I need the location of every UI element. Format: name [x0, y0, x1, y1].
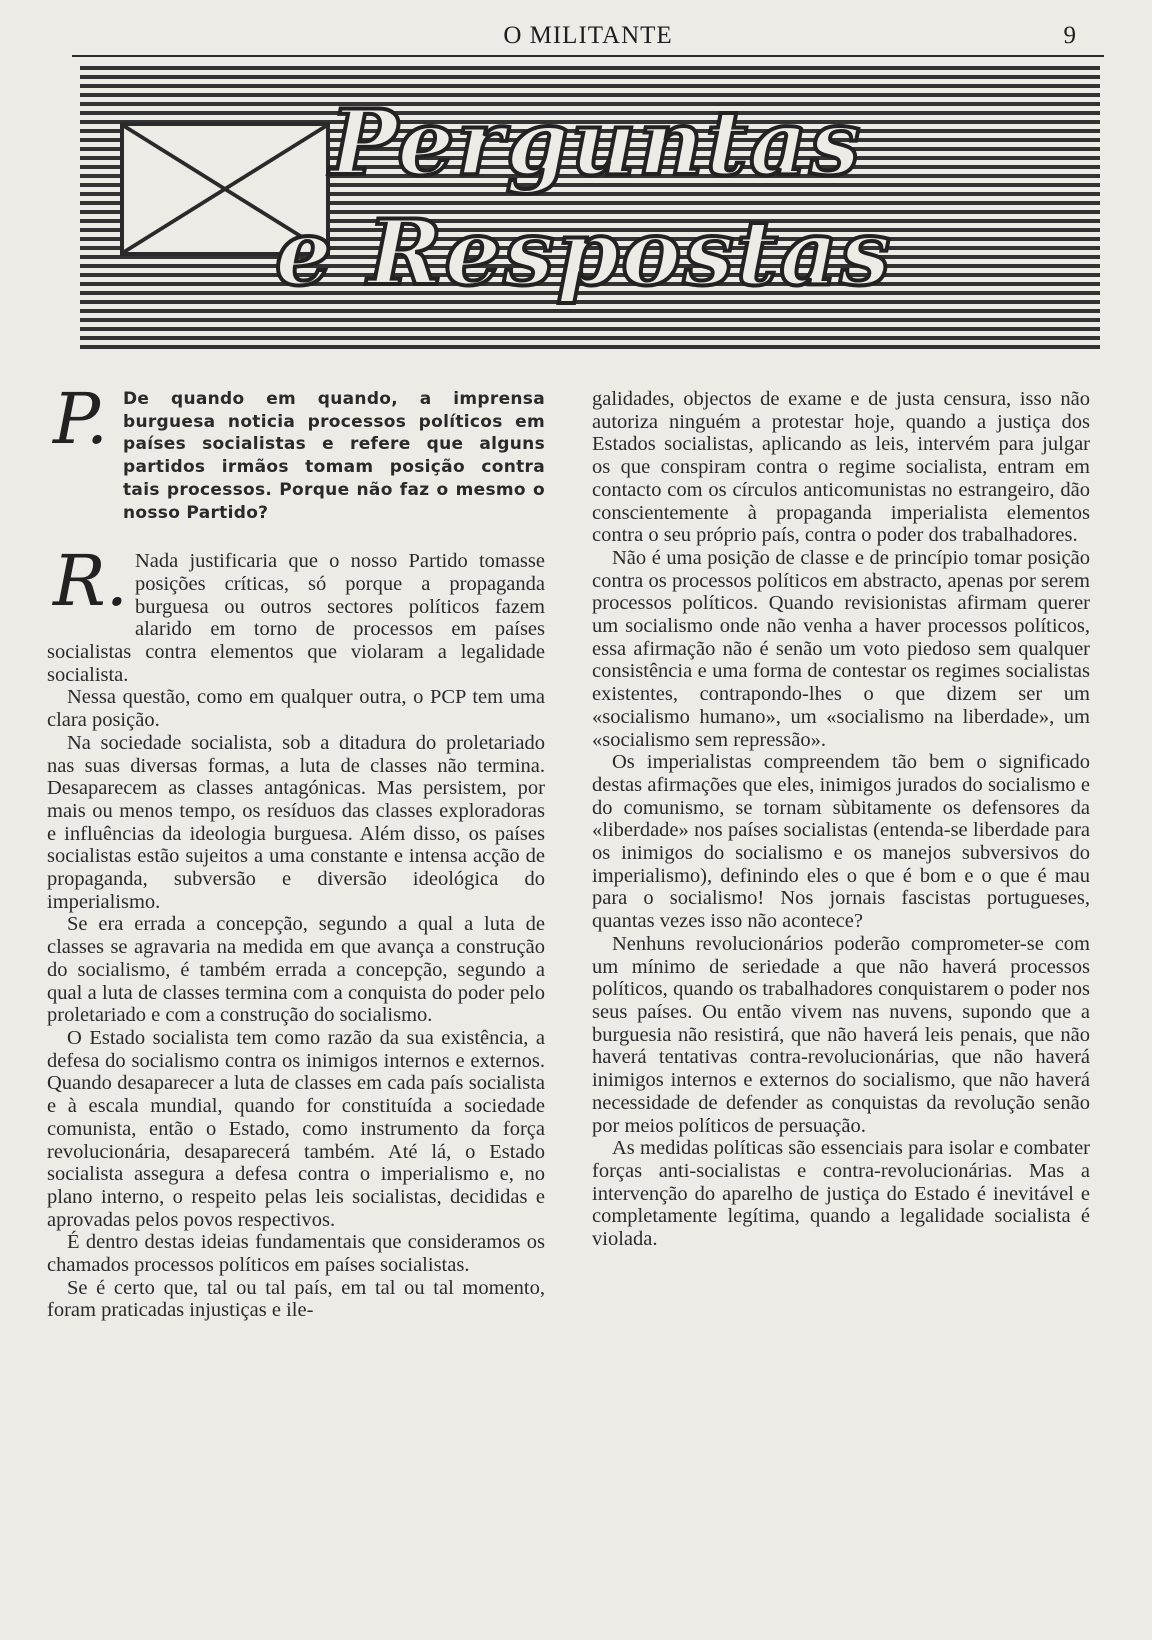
- answer-paragraph: Se era errada a concepção, segundo a qual a luta de classes se agravaria na medida em que avança a construção do socialismo, é também errada a concepção, segundo a qual a luta de classes termina com a conquista do poder pelo proletariado e com a construção do socialismo.: [47, 913, 545, 1027]
- left-column: [47, 378, 545, 1322]
- answer-paragraph: É dentro destas ideias fundamentais que consideramos os chamados processos políticos em países socialistas.: [47, 1231, 545, 1277]
- header-rule: [72, 55, 1104, 57]
- question-text: De quando em quando, a imprensa burguesa noticia processos políticos em países socialistas e refere que alguns partidos irmãos tomam posição contra tais processos. Porque não faz o mesmo o nosso Partido?: [123, 389, 545, 523]
- answer-paragraph: O Estado socialista tem como razão da sua existência, a defesa do socialismo contra os inimigos internos e externos. Quando desaparecer a luta de classes em cada país socialista e à escala mundial, quando for constituída a sociedade comunista, então o Estado, como instrumento da força revolucionária, desaparecerá também. Até lá, o Estado socialista assegura a defesa contra o imperialismo e, no plano interno, o respeito pelas leis socialistas, decididas e aprovadas pelos povos respectivos.: [47, 1026, 545, 1231]
- masthead-title-line-2: e Respostas: [275, 200, 893, 306]
- right-column: [592, 388, 1090, 1251]
- masthead-title-line-1: Perguntas: [330, 90, 863, 196]
- answer-paragraph: Nenhuns revolucionários poderão comprometer-se com um mínimo de seriedade a que não haverá processos políticos, quando os trabalhadores conquistarem o poder nos seus países. Ou então vivem nas nuvens, supondo que a burguesia não resistirá, que não haverá leis penais, que não haverá tentativas contra-revolucionárias, que não haverá inimigos internos e externos do socialismo, que não haverá necessidade de defender as conquistas da revolução senão por meios políticos de persuação.: [592, 932, 1090, 1137]
- answer-paragraph: Os imperialistas compreendem tão bem o significado destas afirmações que eles, inimigos jurados do socialismo e do comunismo, se tornam sùbitamente os defensores da «liberdade» nos países socialistas (entenda-se liberdade para os inimigos do socialismo e os manejos subversivos do imperialismo), definindo eles o que é bom e o que é mau para o socialismo! Nos jornais fascistas portugueses, quantas vezes isso não acontece?: [592, 751, 1090, 933]
- running-header: [72, 18, 1104, 58]
- answer-paragraph: Na sociedade socialista, sob a ditadura do proletariado nas suas diversas formas, a luta de classes não termina. Desaparecem as classes antagónicas. Mas persistem, por mais ou menos tempo, os resíduos das classes exploradoras e influências da ideologia burguesa. Além disso, os países socialistas estão sujeitos a uma constante e intensa acção de propaganda, subversão e diversão ideológica do imperialismo.: [47, 731, 545, 913]
- section-masthead: [80, 66, 1100, 354]
- answer-paragraph: Nessa questão, como em qualquer outra, o PCP tem uma clara posição.: [47, 686, 545, 732]
- answer-paragraph: Se é certo que, tal ou tal país, em tal ou tal momento, foram praticadas injustiças e ile-: [47, 1276, 545, 1322]
- answer-paragraph: Não é uma posição de classe e de princípio tomar posição contra os processos políticos em abstracto, apenas por serem processos políticos. Quando revisionistas afirmam querer um socialismo onde não venha a haver processos políticos, essa afirmação não é senão um voto piedoso sem qualquer consistência e uma forma de contestar os regimes socialistas existentes, contrapondo-lhes o que dizem ser um «socialismo humano», um «socialismo na liberdade», um «socialismo sem repressão».: [592, 546, 1090, 751]
- answer-paragraph: Nada justificaria que o nosso Partido tomasse posições críticas, só porque a propaganda burguesa ou outros sectores políticos fazem alarido em torno de processos em países socialistas contra elementos que violaram a legalidade socialista.: [47, 550, 545, 686]
- answer-letter: R.: [53, 540, 128, 623]
- question-block: [53, 378, 545, 524]
- publication-title: O MILITANTE: [503, 22, 673, 49]
- answer-paragraph: As medidas políticas são essenciais para isolar e combater forças anti-socialistas e contra-revolucionárias. Mas a intervenção do aparelho de justiça do Estado é inevitável e completamente legítima, quando a legalidade socialista é violada.: [592, 1137, 1090, 1251]
- answer-block: [47, 540, 545, 1322]
- page-number: 9: [1063, 22, 1076, 49]
- answer-paragraph: galidades, objectos de exame e de justa censura, isso não autoriza ninguém a protestar hoje, quando a justiça dos Estados socialistas, aplicando as leis, intervém para julgar os que conspiram contra o regime socialista, entram em contacto com os círculos anticomunistas no estrangeiro, dão conscientemente à propaganda imperialista elementos contra o seu próprio país, contra o poder dos trabalhadores.: [592, 388, 1090, 547]
- question-letter: P.: [53, 378, 109, 460]
